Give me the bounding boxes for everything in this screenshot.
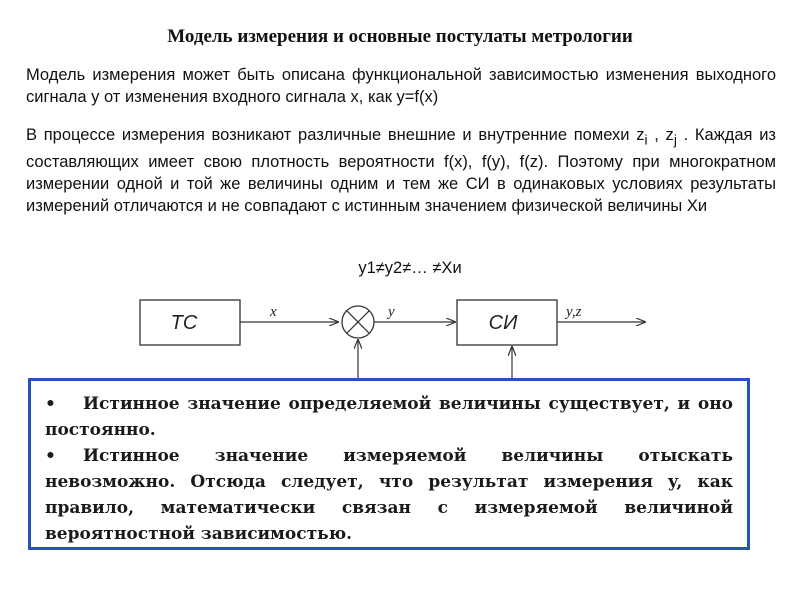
subscript-i: i (644, 132, 648, 148)
postulate-2 (45, 443, 733, 547)
signal-y-label: y (388, 304, 395, 320)
block-si-label: СИ (488, 312, 518, 334)
postulate-1-text: Истинное значение определяемой величины существует, и оно постоянно. (45, 394, 733, 440)
interference-text-end: . Каждая из составляющих имеет свою плотность вероятности f(x), f(y), f(z). Поэтому при многократном измерении одной и той же величины одним и тем же СИ в одинаковых условиях результаты измерений отличаются и не совпадают с истинным значением физической величины Хи (26, 126, 776, 216)
subscript-j: j (673, 132, 677, 148)
postulates-frame (28, 378, 750, 550)
postulate-2-text: Истинное значение измеряемой величины отыскать невозможно. Отсюда следует, что результат измерения y, как правило, математически связан с измеряемой величиной вероятностной зависимостью. (45, 446, 733, 544)
output-signal-label: y,z (566, 304, 582, 320)
postulate-1 (45, 391, 733, 443)
interference-text-start: В процессе измерения возникают различные внешние и внутренние помехи z (26, 126, 645, 144)
bullet-icon: • (45, 394, 56, 414)
model-description-paragraph: Модель измерения может быть описана функциональной зависимостью изменения выходного сигнала y от изменения входного сигнала x, как y=f(x) (26, 66, 776, 106)
bullet-icon: • (45, 446, 56, 466)
slide-title: Модель измерения и основные постулаты метрологии (167, 26, 633, 47)
inequality-formula: y1≠y2≠… ≠Xи (358, 259, 462, 277)
interference-separator: , z (647, 126, 674, 144)
block-tc-label: ТС (170, 312, 198, 334)
signal-x-label: x (270, 304, 277, 320)
